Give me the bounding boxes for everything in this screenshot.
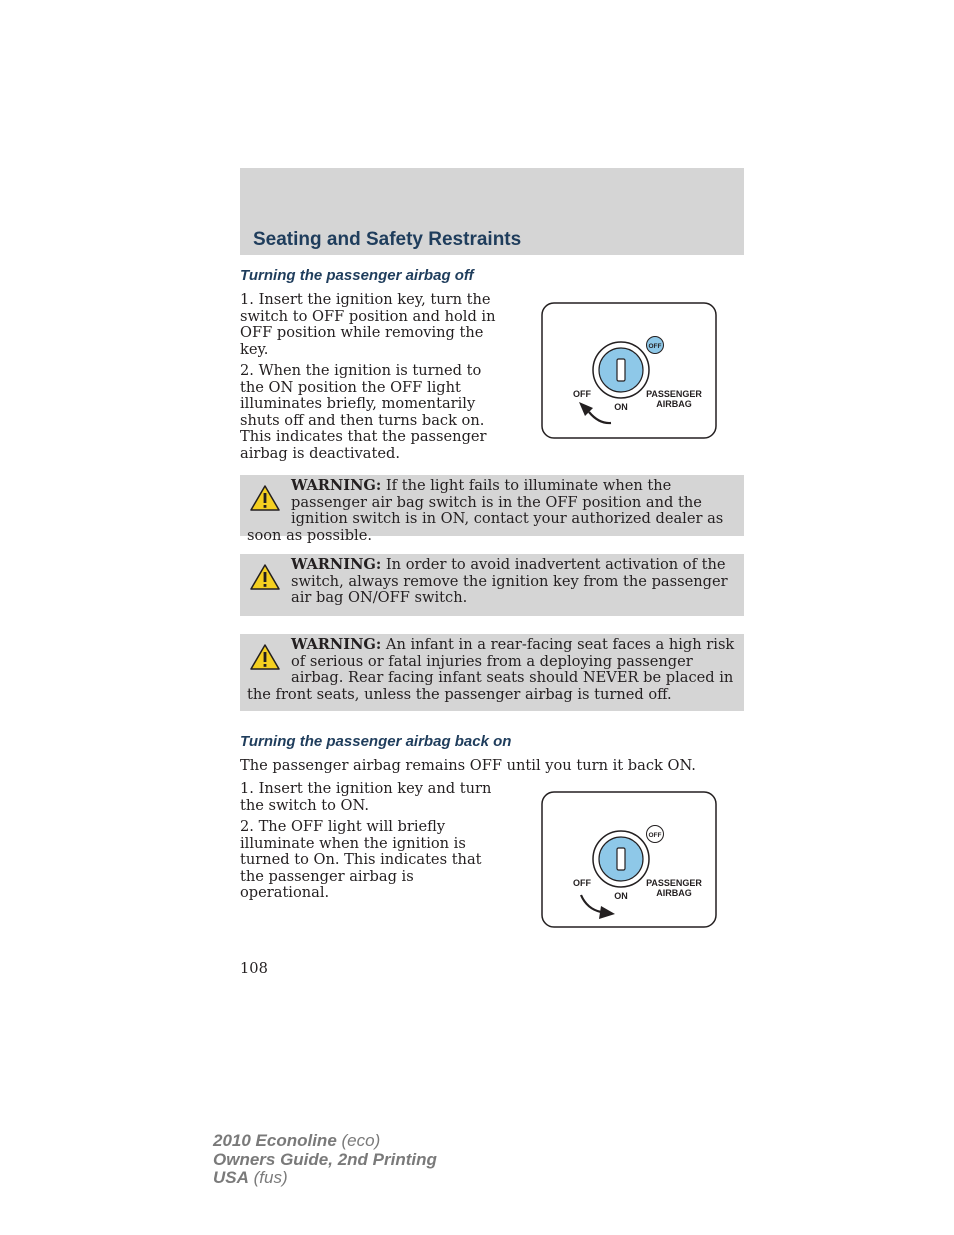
- document-footer: [213, 1132, 437, 1188]
- section-header-band: [240, 168, 744, 255]
- step-2-on: 2. The OFF light will briefly illuminate when the ignition is turned to On. This indicates that the passenger airbag is operational.: [240, 818, 482, 901]
- footer-guide: Owners Guide, 2nd Printing: [213, 1149, 437, 1169]
- passenger-label: PASSENGER: [646, 878, 702, 888]
- airbag-on-intro: The passenger airbag remains OFF until you turn it back ON.: [240, 757, 696, 774]
- step-1-on: 1. Insert the ignition key and turn the switch to ON.: [240, 780, 492, 814]
- warning-triangle-icon: [249, 484, 281, 512]
- airbag-label: AIRBAG: [656, 399, 692, 409]
- steps-airbag-on: [240, 781, 498, 907]
- heading-airbag-on: Turning the passenger airbag back on: [240, 733, 512, 750]
- footer-model: 2010 Econoline: [213, 1131, 337, 1150]
- airbag-switch-off-figure: [541, 302, 717, 439]
- off-indicator-label: OFF: [648, 343, 662, 350]
- passenger-label: PASSENGER: [646, 389, 702, 399]
- warning-triangle-icon: [249, 643, 281, 671]
- section-title: Seating and Safety Restraints: [253, 229, 522, 250]
- warning-label: WARNING:: [291, 636, 382, 653]
- warning-text: If the light fails to illuminate when the passenger air bag switch is in the OFF position and the ignition switch is in ON, contact your authorized dealer as soon as possible.: [247, 477, 724, 544]
- footer-region: USA: [213, 1168, 249, 1187]
- warning-triangle-icon: [249, 563, 281, 591]
- warning-box-2: [240, 554, 744, 616]
- step-2-off: 2. When the ignition is turned to the ON position the OFF light illuminates briefly, momentarily shuts off and then turns back on. This indicates that the passenger airbag is deactivated.: [240, 362, 487, 462]
- steps-airbag-off: [240, 292, 498, 467]
- heading-airbag-off: Turning the passenger airbag off: [240, 267, 474, 284]
- off-position-label: OFF: [573, 389, 591, 399]
- step-1-off: 1. Insert the ignition key, turn the switch to OFF position and hold in OFF position while removing the key.: [240, 291, 496, 358]
- page-number: 108: [240, 960, 268, 977]
- airbag-switch-on-figure: [541, 791, 717, 928]
- warning-box-3: [240, 634, 744, 711]
- off-position-label: OFF: [573, 878, 591, 888]
- footer-model-code: (eco): [336, 1131, 381, 1150]
- warning-label: WARNING:: [291, 477, 382, 494]
- airbag-label: AIRBAG: [656, 888, 692, 898]
- on-position-label: ON: [614, 891, 628, 901]
- footer-region-code: (fus): [248, 1168, 288, 1187]
- warning-box-1: [240, 475, 744, 544]
- warning-text: An infant in a rear-facing seat faces a high risk of serious or fatal injuries from a deploying passenger airbag. Rear facing infant seats should NEVER be placed in the front seats, unless the passenger airbag is turned off.: [247, 636, 735, 703]
- on-position-label: ON: [614, 402, 628, 412]
- off-indicator-label: OFF: [648, 832, 662, 839]
- warning-text: In order to avoid inadvertent activation of the switch, always remove the ignition key from the passenger air bag ON/OFF switch.: [291, 556, 728, 606]
- warning-label: WARNING:: [291, 556, 382, 573]
